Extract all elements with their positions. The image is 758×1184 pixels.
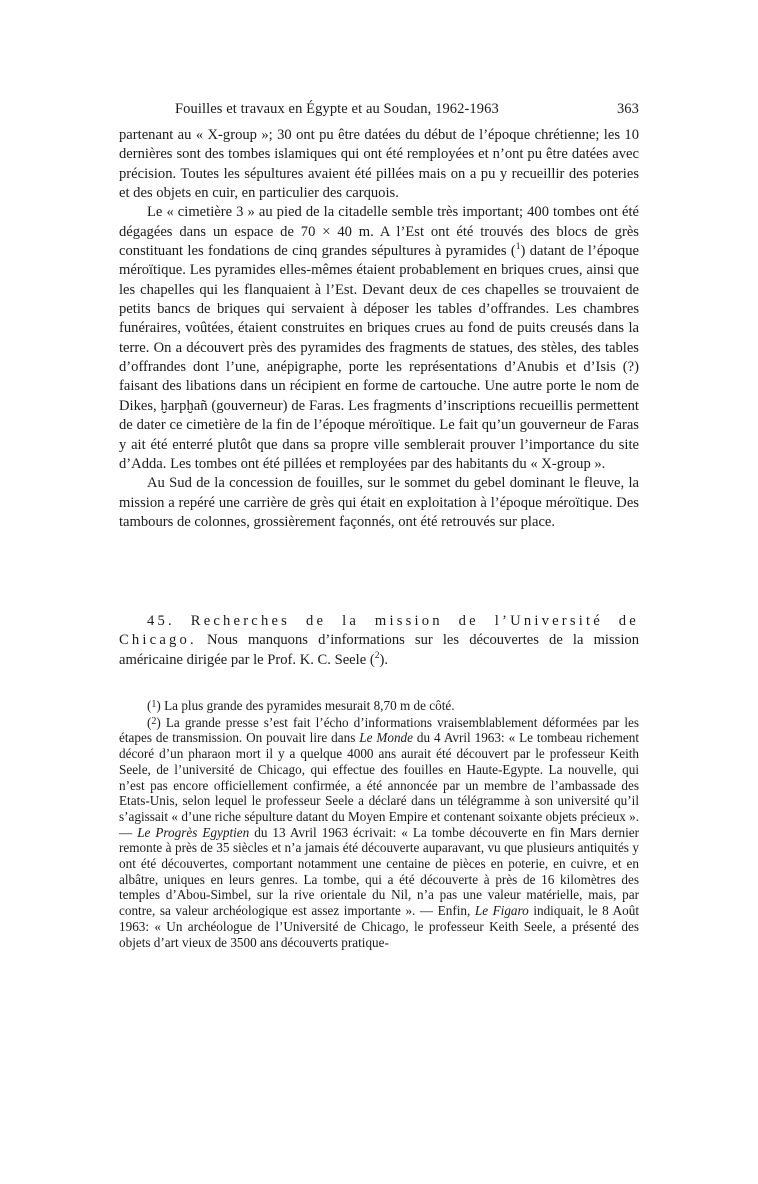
footnotes bbox=[119, 697, 639, 950]
footnote-1-text: La plus grande des pyramides mesurait 8,70 m de côté. bbox=[160, 698, 455, 713]
main-text bbox=[119, 126, 639, 532]
footnote-2-text-c: du 13 Avril 1963 écrivait: « La tombe découverte en fin Mars dernier remonte à près de 35 siècles et n’a jamais été découverte auparavant, vu que plusieurs antiquités y ont été découvertes, comportant notamment une centaine de pièces en poterie, en cuivre, et en albâtre, uniques en leurs genres. La tombe, qui a été découverte à près de 16 kilomètres des temples d’Abou-Simbel, sur la rive orientale du Nil, n’a pas une valeur matérielle, mais, par contre, sa valeur archéologique est assez importante ». — Enfin, bbox=[119, 824, 640, 919]
section-45-text-a: Nous manquons d’informations sur les découvertes de la mission américaine dirigée par le Prof. K. C. Seele ( bbox=[119, 632, 639, 668]
running-head-title: Fouilles et travaux en Égypte et au Soudan, 1962-1963 bbox=[175, 101, 499, 117]
paragraph-3: Au Sud de la concession de fouilles, sur le sommet du gebel dominant le fleuve, la mission a repéré une carrière de grès qui était en exploitation à l’époque méroïtique. Des tambours de colonnes, grossièrement façonnés, ont été retrouvés sur place. bbox=[119, 475, 639, 530]
paragraph-1: partenant au « X-group »; 30 ont pu être datées du début de l’époque chrétienne; les 10 dernières sont des tombes islamiques qui ont été remployées et n’ont pu être datées avec précision. Toutes les sépultures avaient été pillées mais on a pu y recueillir des poteries et des objets en cuir, en particulier des carquois. bbox=[119, 127, 639, 202]
footnote-ref-1: 1 bbox=[515, 242, 521, 253]
footnote-1-number: 1 bbox=[151, 699, 157, 710]
footnote-2-progres-egyptien: Le Progrès Egyptien bbox=[137, 824, 250, 840]
footnote-2-number: 2 bbox=[151, 715, 157, 727]
section-45-paragraph bbox=[119, 612, 639, 670]
footnote-2-le-figaro: Le Figaro bbox=[474, 903, 529, 919]
footnote-2: ($^2$) La grande presse s’est fait l’écho d’informations vraisemblablement déformées par les étapes de transmission. On pouvait lire dans Le Monde du 4 Avril 1963: « Le tombeau richement décoré d’un pharaon mort il y a quelque 4000 ans aurait été découvert par le professeur Keith Seele, de l’université de Chicago, qui effectue des fouilles en Haute-Egypte. La nouvelle, qui n’est pas encore officiellement confirmée, a été annoncée par un membre de l’ambassade des Etats-Unis, selon lequel le professeur Seele a déclaré dans un télégramme à son université qu’il s’agissait « d’une riche sépulture datant du Moyen Empire et contenant soixante objets précieux ». — Le Progrès Egyptien du 13 Avril 1963 écrivait: « La tombe découverte en fin Mars dernier remonte à près de 35 siècles et n’a jamais été découverte auparavant, vu que plusieurs antiquités y ont été découvertes, comportant notamment une centaine de pièces en poterie, en cuivre, et en albâtre, uniques en leurs genres. La tombe, qui a été découverte à près de 16 kilomètres des temples d’Abou-Simbel, sur la rive orientale du Nil, n’a pas une valeur matérielle, mais, par contre, sa valeur archéologique est assez importante ». — Enfin, Le Figaro indiquait, le 8 Août 1963: « Un archéologue de l’Université de Chicago, le professeur Keith Seele, a présenté des objets d’art vieux de 3500 ans découverts pratique- bbox=[119, 714, 640, 950]
section-heading: 45. Recherches de la mission de l’Université de Chicago. bbox=[119, 613, 639, 649]
paragraph-2-text-a: Le « cimetière 3 » au pied de la citadelle semble très important; 400 tombes ont été dégagées dans un espace de 70 × 40 m. A l’Est ont été trouvés des blocs de grès constituant les fondations de cinq grandes sépultures à pyramides ( bbox=[119, 204, 639, 260]
section-45 bbox=[119, 612, 639, 670]
section-45-text-b: ). bbox=[379, 651, 388, 668]
paragraph-2-text-b: ) datant de l’époque méroïtique. Les pyramides elles-mêmes étaient probablement en briques crues, ainsi que les chapelles qui les flanquaient à l’Est. Devant deux de ces chapelles se trouvaient de petits bancs de briques qui servaient à déposer les tables d’offrandes. Les chambres funéraires, voûtées, étaient construites en briques crues au fond de puits creusés dans la terre. On a découvert près des pyramides des fragments de statues, des stèles, des tables d’offrandes dont l’une, anépigraphe, porte les représentations d’Anubis et d’Isis (?) faisant des libations dans un récipient en forme de cartouche. Une autre porte le nom de Dikes, ḫarpḫañ (gouverneur) de Faras. Les fragments d’inscriptions recueillis permettent de dater ce cimetière de la fin de l’époque méroïtique. Le fait qu’un gouverneur de Faras y ait été enterré plutôt que dans sa propre ville semblerait prouver l’importance du site d’Adda. Les tombes ont été pillées et remployées par des habitants du « X-group ». bbox=[119, 243, 639, 472]
footnote-1: ($^1$) La plus grande des pyramides mesurait 8,70 m de côté. bbox=[147, 698, 455, 713]
footnote-2-text-d: indiquait, le 8 Août 1963: « Un archéologue de l’Université de Chicago, le professeur Keith Seele, a présenté des objets d’art vieux de 3500 ans découverts pratique- bbox=[119, 903, 639, 950]
footnote-ref-2: 2 bbox=[374, 650, 380, 661]
page-number: 363 bbox=[616, 101, 639, 117]
footnote-2-text-a: La grande presse s’est fait l’écho d’informations vraisemblablement déformées par les étapes de transmission. On pouvait lire dans bbox=[119, 714, 639, 746]
footnote-2-le-monde: Le Monde bbox=[359, 730, 413, 746]
paragraph-2 bbox=[119, 203, 639, 474]
footnote-2-text-b: du 4 Avril 1963: « Le tombeau richement décoré d’un pharaon mort il y a quelque 4000 ans aurait été découvert par le professeur Keith Seele, de l’université de Chicago, qui effectue des fouilles en Haute-Egypte. La nouvelle, qui n’est pas encore officiellement confirmée, a été annoncée par un membre de l’ambassade des Etats-Unis, selon lequel le professeur Seele a déclaré dans un télégramme à son université qu’il s’agissait « d’une riche sépulture datant du Moyen Empire et contenant soixante objets précieux ». — bbox=[119, 730, 639, 840]
